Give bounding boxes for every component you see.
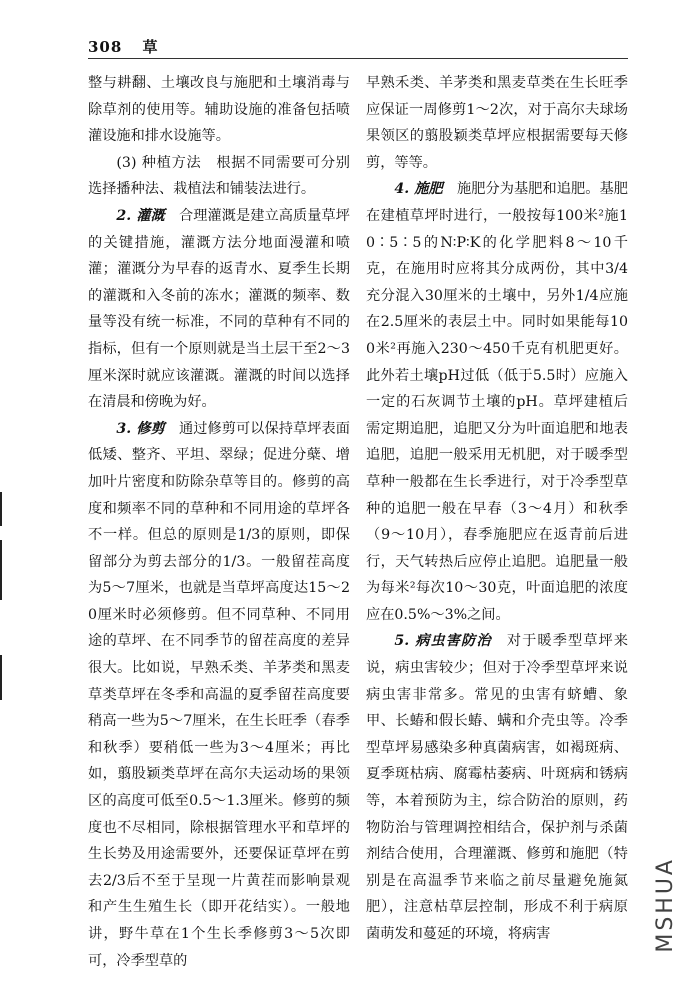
section-title-fertilizing: 4. 施肥 [394,181,443,198]
section-text-fertilizing: 施肥分为基肥和追肥。基肥在建植草坪时进行，一般按每100米²施10∶5∶5的N∶P∶K的化学肥料8～10千克，在施用时应将其分成两份，其中3/4充分混入30厘米的土壤中，另外1/4应施在2.5厘米的表层土中。同时如果能每100米²再施入230～450千克有机肥更好。此外若土壤pH过低（低于5.5时）应施入一定的石灰调节土壤的pH。草坪建植后需定期追肥，追肥又分为叶面追肥和地表追肥，追肥一般采用无机肥，对于暖季型草种一般都在生长季进行，对于冷季型草种的追肥一般在早春（3～4月）和秋季（9～10月），春季施肥应在返青前后进行，天气转热后应停止追肥。追肥量一般为每米²每次10～30克，叶面追肥的浓度应在0.5%～3%之间。 [366,181,628,623]
page-header [88,36,159,57]
section-text-irrigation: 合理灌溉是建立高质量草坪的关键措施，灌溉方法分地面漫灌和喷灌；灌溉分为早春的返青水、夏季生长期的灌溉和入冬前的冻水；灌溉的频率、数量等没有统一标准，不同的草种有不同的指标，但有一个原则就是当土层干至2～3厘米深时就应该灌溉。灌溉的时间以选择在清晨和傍晚为好。 [88,207,350,411]
section-title-mowing: 3. 修剪 [116,420,165,437]
section-irrigation [88,203,350,416]
section-text-pest-control: 对于暖季型草坪来说，病虫害较少；但对于冷季型草坪来说病虫害非常多。常见的虫害有蛴螬、象甲、长蝽和假长蝽、螨和介壳虫等。冷季型草坪易感染多种真菌病害，如褐斑病、夏季斑枯病、腐霉枯萎病、叶斑病和锈病等，本着预防为主，综合防治的原则，药物防治与管理调控相结合，保护剂与杀菌剂结合使用，合理灌溉、修剪和施肥（特别是在高温季节来临之前尽量避免施氮肥），注意枯草层控制，形成不利于病原菌萌发和蔓延的环境，将病害 [366,633,628,942]
header-rule [88,58,628,59]
margin-mark [0,655,2,700]
section-mowing [88,416,350,974]
page-number: 308 [88,38,123,56]
paragraph-continued: 早熟禾类、羊茅类和黑麦草类在生长旺季应保证一周修剪1～2次，对于高尔夫球场果领区的翦股颖类草坪应根据需要每天修剪，等等。 [366,75,628,171]
paragraph-planting-method: (3) 种植方法 根据不同需要可分别选择播种法、栽植法和铺装法进行。 [88,154,350,198]
section-title-irrigation: 2. 灌溉 [116,207,165,224]
watermark: MSHUA [653,857,678,953]
section-text-mowing: 通过修剪可以保持草坪表面低矮、整齐、平坦、翠绿；促进分蘖、增加叶片密度和防除杂草等目的。修剪的高度和频率不同的草种和不同用途的草坪各不一样。但总的原则是1/3的原则，即保留部分为剪去部分的1/3。一般留茬高度为5～7厘米，也就是当草坪高度达15～20厘米时必须修剪。但不同草种、不同用途的草坪、在不同季节的留茬高度的差异很大。比如说，早熟禾类、羊茅类和黑麦草类草坪在冬季和高温的夏季留茬高度要稍高一些为5～7厘米，在生长旺季（春季和秋季）要稍低一些为3～4厘米；再比如，翦股颖类草坪在高尔夫运动场的果领区的高度可低至0.5～1.3厘米。修剪的频度也不尽相同，除根据管理水平和草坪的生长势及用途需要外，还要保证草坪在剪去2/3后不至于呈现一片黄茬而影响景观和产生生殖生长（即开花结实）。一般地讲，野牛草在1个生长季修剪3～5次即可，冷季型草的 [88,420,350,969]
margin-mark [0,492,2,526]
paragraph-continued: 整与耕翻、土壤改良与施肥和土壤消毒与除草剂的使用等。辅助设施的准备包括喷灌设施和排水设施等。 [88,75,350,145]
right-column [366,70,628,948]
section-pest-control [366,628,628,947]
running-title: 草 [142,38,159,56]
left-column [88,70,350,974]
section-title-pest-control: 5. 病虫害防治 [394,633,492,650]
margin-mark [0,540,2,600]
section-fertilizing [366,176,628,628]
